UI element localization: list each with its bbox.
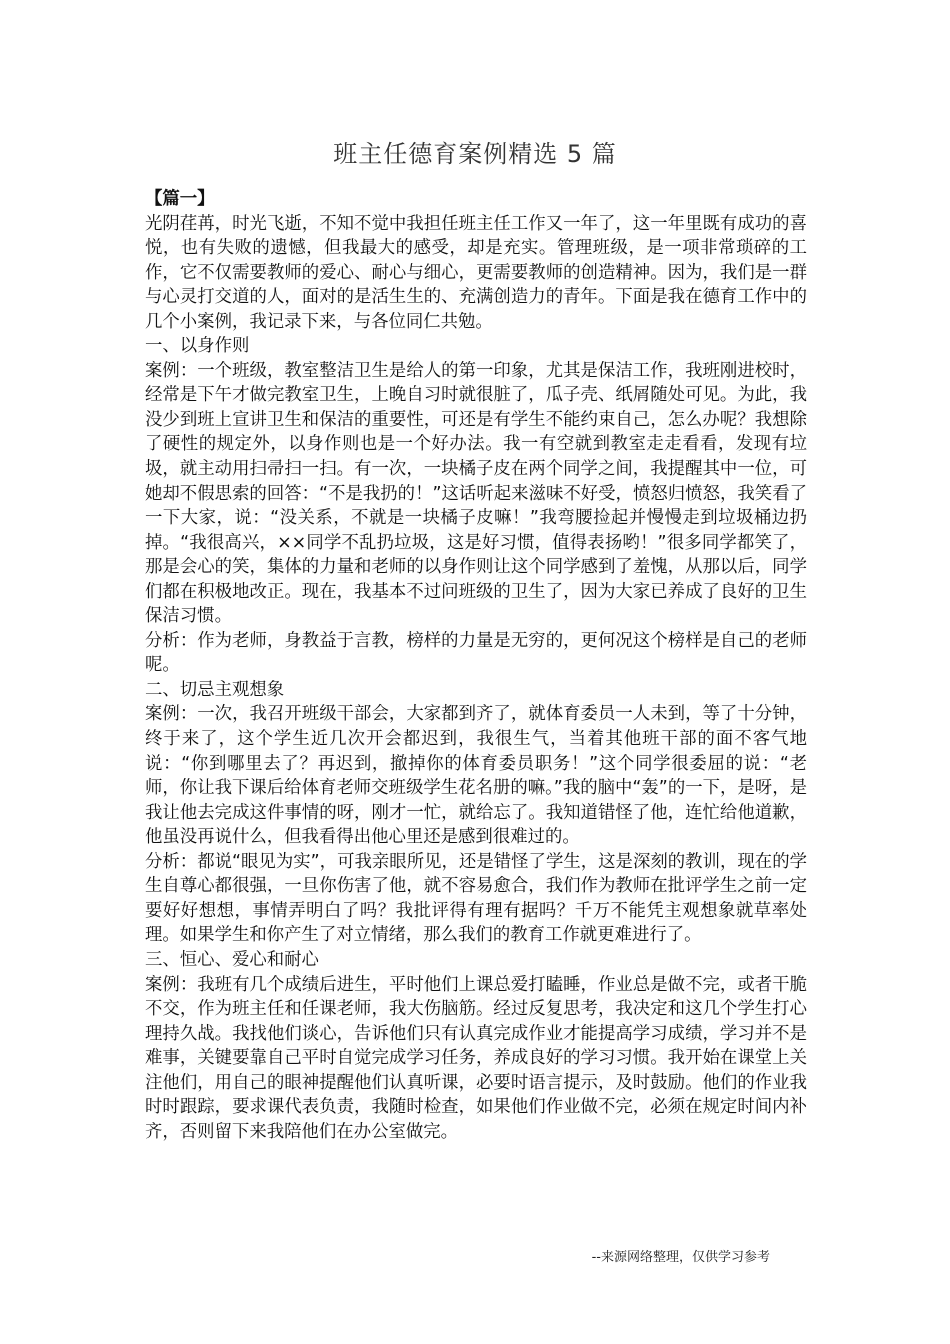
case-paragraph-3: 案例：我班有几个成绩后进生，平时他们上课总爱打瞌睡，作业总是做不完，或者干脆不交，作为班主任和任课老师，我大伤脑筋。经过反复思考，我决定和这几个学生打心理持久战。我找他们谈心，告诉他们只有认真完成作业才能提高学习成绩，学习并不是难事，关键要靠自己平时自觉完成学习任务，养成良好的学习习惯。我开始在课堂上关注他们，用自己的眼神提醒他们认真听课，必要时语言提示，及时鼓励。他们的作业我时时跟踪，要求课代表负责，我随时检查，如果他们作业做不完，必须在规定时间内补齐，否则留下来我陪他们在办公室做完。 [145, 974, 807, 1142]
analysis-paragraph-2: 分析：都说“眼见为实”，可我亲眼所见，还是错怪了学生，这是深刻的教训，现在的学生自尊心都很强，一旦你伤害了他，就不容易愈合，我们作为教师在批评学生之前一定要好好想想，事情弄明白了吗？我批评得有理有据吗？千万不能凭主观想象就草率处理。如果学生和你产生了对立情绪，那么我们的教育工作就更难进行了。 [145, 851, 807, 946]
footer-note: --来源网络整理，仅供学习参考 [591, 1250, 770, 1265]
analysis-paragraph-1: 分析：作为老师，身教益于言教，榜样的力量是无穷的，更何况这个榜样是自己的老师呢。 [145, 630, 807, 676]
heading-3: 三、恒心、爱心和耐心 [145, 949, 319, 970]
case-paragraph-1: 案例：一个班级，教室整洁卫生是给人的第一印象，尤其是保洁工作，我班刚进校时，经常是下午才做完教室卫生，上晚自习时就很脏了，瓜子壳、纸屑随处可见。为此，我没少到班上宣讲卫生和保洁的重要性，可还是有学生不能约束自己，怎么办呢？我想除了硬性的规定外，以身作则也是一个好办法。我一有空就到教室走走看看，发现有垃圾，就主动用扫帚扫一扫。有一次，一块橘子皮在两个同学之间，我提醒其中一位，可她却不假思索的回答：“不是我扔的！”这话听起来滋味不好受，愤怒归愤怒，我笑看了一下大家，说：“没关系，不就是一块橘子皮嘛！”我弯腰捡起并慢慢走到垃圾桶边扔掉。“我很高兴，××同学不乱扔垃圾，这是好习惯，值得表扬哟！”很多同学都笑了，那是会心的笑，集体的力量和老师的以身作则让这个同学感到了羞愧，从那以后，同学们都在积极地改正。现在，我基本不过问班级的卫生了，因为大家已养成了良好的卫生保洁习惯。 [145, 360, 807, 627]
intro-paragraph: 光阴荏苒，时光飞逝，不知不觉中我担任班主任工作又一年了，这一年里既有成功的喜悦，也有失败的遗憾，但我最大的感受，却是充实。管理班级，是一项非常琐碎的工作，它不仅需要教师的爱心、耐心与细心，更需要教师的创造精神。因为，我们是一群与心灵打交道的人，面对的是活生生的、充满创造力的青年。下面是我在德育工作中的几个小案例，我记录下来，与各位同仁共勉。 [145, 213, 807, 332]
page-title: 班主任德育案例精选 5 篇 [333, 140, 617, 168]
heading-1: 一、以身作则 [145, 336, 250, 357]
section-label: 【篇一】 [145, 189, 215, 209]
document-body [145, 187, 807, 1144]
heading-2: 二、切忌主观想象 [145, 679, 285, 700]
case-paragraph-2: 案例：一次，我召开班级干部会，大家都到齐了，就体育委员一人未到，等了十分钟，终于来了，这个学生近几次开会都迟到，我很生气，当着其他班干部的面不客气地说：“你到哪里去了？再迟到，撤掉你的体育委员职务！”这个同学很委屈的说：“老师，你让我下课后给体育老师交班级学生花名册的嘛。”我的脑中“轰”的一下，是呀，是我让他去完成这件事情的呀，刚才一忙，就给忘了。我知道错怪了他，连忙给他道歉，他虽没再说什么，但我看得出他心里还是感到很难过的。 [145, 704, 807, 848]
